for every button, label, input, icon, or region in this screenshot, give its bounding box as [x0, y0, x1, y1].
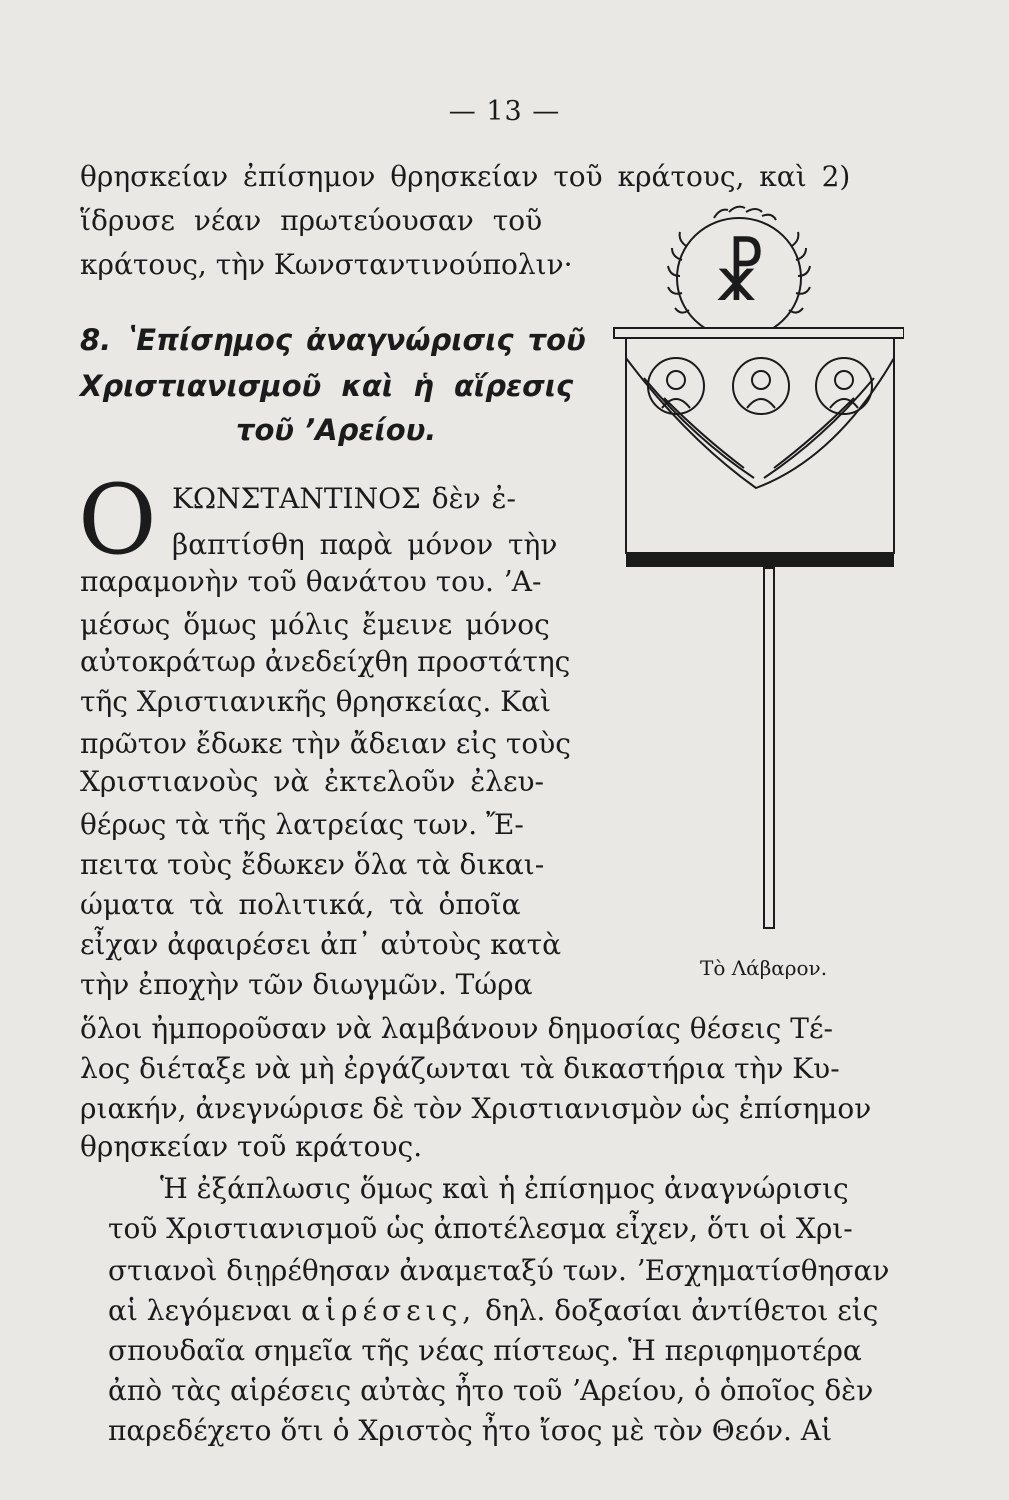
drop-cap: Ο: [78, 464, 157, 576]
text-span: αἱ λεγόμεναι: [108, 1294, 293, 1327]
pole: [764, 568, 774, 928]
text-line: ΚΩΝΣΤΑΝΤΙΝΟΣ δὲν ἐ-: [172, 482, 517, 515]
text-line: βαπτίσθη παρὰ μόνον τὴν: [172, 528, 558, 561]
text-line: τοῦ Χριστιανισμοῦ ὡς ἀποτέλεσμα εἶχεν, ὅτι οἱ Χρι-: [108, 1212, 853, 1245]
text-line: θρησκείαν τοῦ κράτους.: [80, 1130, 423, 1163]
banner-fringe: [626, 553, 894, 567]
text-line: πρῶτον ἔδωκε τὴν ἄδειαν εἰς τοὺς: [80, 727, 571, 760]
text-line: μέσως ὅμως μόλις ἔμεινε μόνος: [80, 608, 550, 641]
text-line: ἀπὸ τὰς αἱρέσεις αὐτὰς ἦτο τοῦ ʼΑρείου, ὁ ὁποῖος δὲν: [108, 1374, 874, 1407]
text-line: αὐτοκράτωρ ἀνεδείχθη προστάτης: [80, 645, 571, 678]
page-number: — 13 —: [448, 96, 561, 127]
text-line: πειτα τοὺς ἔδωκεν ὅλα τὰ δικαι-: [80, 848, 545, 881]
text-line: Ἡ ἐξάπλωσις ὅμως καὶ ἡ ἐπίσημος ἀναγνώρισις: [160, 1172, 849, 1205]
text-line: ἵδρυσε νέαν πρωτεύουσαν τοῦ: [80, 204, 543, 237]
text-line: εἶχαν ἀφαιρέσει ἀπ᾽ αὐτοὺς κατὰ: [80, 928, 562, 961]
crossbar: [614, 328, 904, 338]
section-heading-line: τοῦ ʼΑρείου.: [236, 413, 437, 447]
text-line: λος διέταξε νὰ μὴ ἐργάζωνται τὰ δικαστήρια τὴν Κυ-: [80, 1052, 840, 1085]
portrait-medallions: [648, 358, 872, 414]
text-line: στιανοὶ διῃρέθησαν ἀναμεταξύ των. ʼΕσχηματίσθησαν: [108, 1254, 890, 1287]
labarum-illustration: [604, 198, 904, 938]
figure-caption: Τὸ Λάβαρον.: [700, 956, 828, 980]
text-line: σπουδαῖα σημεῖα τῆς νέας πίστεως. Ἡ περιφημοτέρα: [108, 1334, 862, 1367]
section-heading-line: 8. ʽΕπίσημος ἀναγνώρισις τοῦ: [80, 323, 586, 357]
text-line: ριακήν, ἀνεγνώρισε δὲ τὸν Χριστιανισμὸν ὡς ἐπίσημον: [80, 1092, 872, 1125]
chi-rho-monogram: ☧: [711, 235, 767, 317]
text-line: τῆς Χριστιανικῆς θρησκείας. Καὶ: [80, 685, 551, 718]
text-line: [108, 1294, 878, 1328]
text-line: κράτους, τὴν Κωνσταντινούπολιν·: [80, 248, 573, 281]
text-line: θρησκείαν ἐπίσημον θρησκείαν τοῦ κράτους, καὶ 2): [80, 160, 851, 193]
text-line: ώματα τὰ πολιτικά, τὰ ὁποῖα: [80, 888, 521, 921]
text-line: παρεδέχετο ὅτι ὁ Χριστὸς ἦτο ἴσος μὲ τὸν Θεόν. Αἱ: [108, 1414, 833, 1447]
text-line: παραμονὴν τοῦ θανάτου του. ʼΑ-: [80, 565, 542, 598]
emphasized-term: αἱρέσεις,: [301, 1294, 477, 1327]
text-line: ὅλοι ἠμποροῦσαν νὰ λαμβάνουν δημοσίας θέσεις Τέ-: [80, 1012, 833, 1045]
text-line: θέρως τὰ τῆς λατρείας των. Ἔ-: [80, 808, 524, 841]
section-heading-line: Χριστιανισμοῦ καὶ ἡ αἵρεσις: [80, 369, 574, 403]
text-line: Χριστιανοὺς νὰ ἐκτελοῦν ἐλευ-: [80, 765, 545, 798]
text-span: δηλ. δοξασίαι ἀντίθετοι εἰς: [485, 1294, 879, 1327]
text-line: τὴν ἐποχὴν τῶν διωγμῶν. Τώρα: [80, 968, 533, 1001]
